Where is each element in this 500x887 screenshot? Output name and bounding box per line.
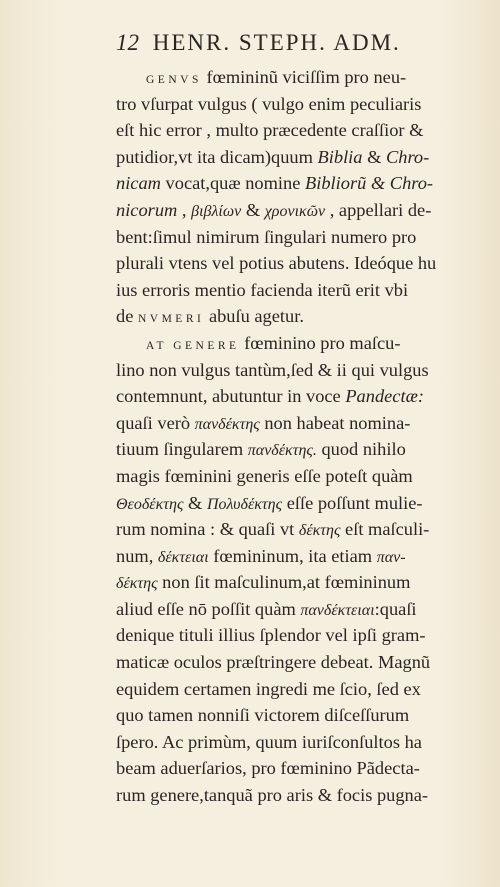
text-span: non ſit maſculinum,at fœmininum (157, 572, 411, 593)
text-span: quaſi verò (116, 412, 195, 433)
text-span: tro vſurpat vulgus ( vulgo enim peculiaris (116, 93, 422, 114)
small-caps-text: GENVS (146, 74, 202, 86)
greek-word: πανδέκτης (194, 415, 260, 433)
text-span: plurali vtens vel potius abutens. Ideóque hu (116, 253, 437, 274)
text-span: eſſe poſſunt mulie- (282, 492, 423, 513)
text-span: abuſu agetur. (204, 306, 304, 327)
body-text (116, 64, 486, 809)
text-line (116, 436, 486, 463)
text-line (116, 702, 486, 729)
text-span: & (362, 146, 386, 167)
text-line (116, 91, 486, 118)
text-line (116, 569, 486, 596)
text-span: quod nihilo (316, 439, 406, 460)
text-span: quo tamen nonniſi victorem diſceſſurum (116, 705, 410, 726)
italic-text: Chro- (386, 146, 430, 167)
text-span: aliud eſſe nō poſſit quàm (116, 598, 301, 619)
text-line (116, 170, 486, 197)
text-span: & (241, 199, 265, 220)
greek-word: δέκτης (116, 575, 158, 593)
text-span: contemnunt, abutuntur in voce (116, 386, 346, 407)
text-line (116, 516, 486, 543)
text-span: non habeat nomina- (259, 412, 411, 433)
greek-word: Θεοδέκτης (116, 495, 184, 513)
italic-text: nicorum (116, 199, 178, 220)
text-span: eſt hic error , multo præcedente craſſior & (116, 120, 424, 141)
greek-word: βιβλίων (191, 202, 242, 220)
page-number: 12 (116, 30, 139, 55)
text-span: :quaſi (374, 598, 417, 619)
small-caps-text: NVMERI (137, 313, 205, 326)
text-span: denique tituli illius ſplendor vel ipſi gram- (116, 625, 426, 646)
text-line (116, 463, 486, 490)
text-line (116, 250, 486, 277)
greek-word: χρονικῶν (264, 202, 326, 220)
italic-text: Bibliorũ & Chro- (305, 173, 434, 194)
italic-text: Pandectæ: (345, 386, 424, 407)
text-span: bent:ſimul nimirum ſingulari numero pro (116, 226, 417, 247)
text-span: fœmininum, ita etiam (208, 545, 377, 566)
text-span: putidior,vt ita dicam)quum (116, 146, 318, 167)
text-line (116, 649, 486, 676)
text-span: de (116, 306, 138, 327)
italic-text: Biblia (317, 146, 363, 167)
greek-word: Πολυδέκτης (206, 495, 283, 513)
text-line (116, 755, 486, 782)
greek-word: δέκτειαι (157, 548, 209, 566)
text-line (116, 144, 486, 171)
text-span: magis fœminini generis eſſe poteſt quàm (116, 465, 413, 486)
text-span: ius erroris mentio facienda iterũ erit vbi (116, 279, 409, 300)
text-line (116, 277, 486, 304)
running-title: HENR. STEPH. ADM. (152, 30, 401, 55)
greek-word: πανδέκτης. (247, 442, 317, 460)
text-line (116, 383, 486, 410)
text-span: & (183, 492, 207, 513)
text-span: fœminino pro maſcu- (239, 332, 401, 353)
text-span: num, (116, 545, 158, 566)
text-span: fœmininũ viciſſim pro neu- (201, 67, 407, 87)
text-span: lino non vulgus tantùm,ſed & ii qui vulgus (116, 359, 429, 380)
greek-word: παν- (376, 548, 406, 566)
text-span: , appellari de- (325, 199, 432, 220)
text-line (116, 543, 486, 570)
text-line (116, 410, 486, 437)
italic-text: nicam (116, 173, 161, 194)
text-span: tiuum ſingularem (116, 439, 248, 460)
text-span: rum nomina : & quaſi vt (116, 519, 299, 540)
text-span: maticæ oculos præſtringere debeat. Magnũ (116, 652, 431, 673)
text-span: , (177, 199, 192, 220)
text-span: eſt maſculi- (340, 519, 430, 540)
small-caps-text: AT GENERE (146, 339, 240, 352)
text-line (116, 596, 486, 623)
text-line (116, 490, 486, 517)
text-line (116, 357, 486, 384)
text-line (116, 729, 486, 756)
text-span: beam aduerſarios, pro fœminino Pãdecta- (116, 758, 420, 779)
text-line (116, 330, 486, 357)
text-line (116, 622, 486, 649)
text-span: rum genere,tanquã pro aris & focis pugna- (116, 785, 429, 806)
text-line (116, 303, 486, 330)
text-line (116, 64, 486, 91)
text-span: equidem certamen ingredi me ſcio, ſed ex (116, 678, 421, 699)
text-line (116, 117, 486, 144)
text-line (116, 197, 486, 224)
text-span: ſpero. Ac primùm, quum iuriſconſultos ha (116, 731, 422, 752)
page-header (116, 30, 401, 56)
greek-word: δέκτης (298, 522, 341, 540)
text-line (116, 224, 486, 251)
greek-word: πανδέκτειαι (300, 601, 375, 619)
text-line (116, 676, 486, 703)
text-span: vocat,quæ nomine (160, 173, 305, 194)
text-line (116, 782, 486, 809)
